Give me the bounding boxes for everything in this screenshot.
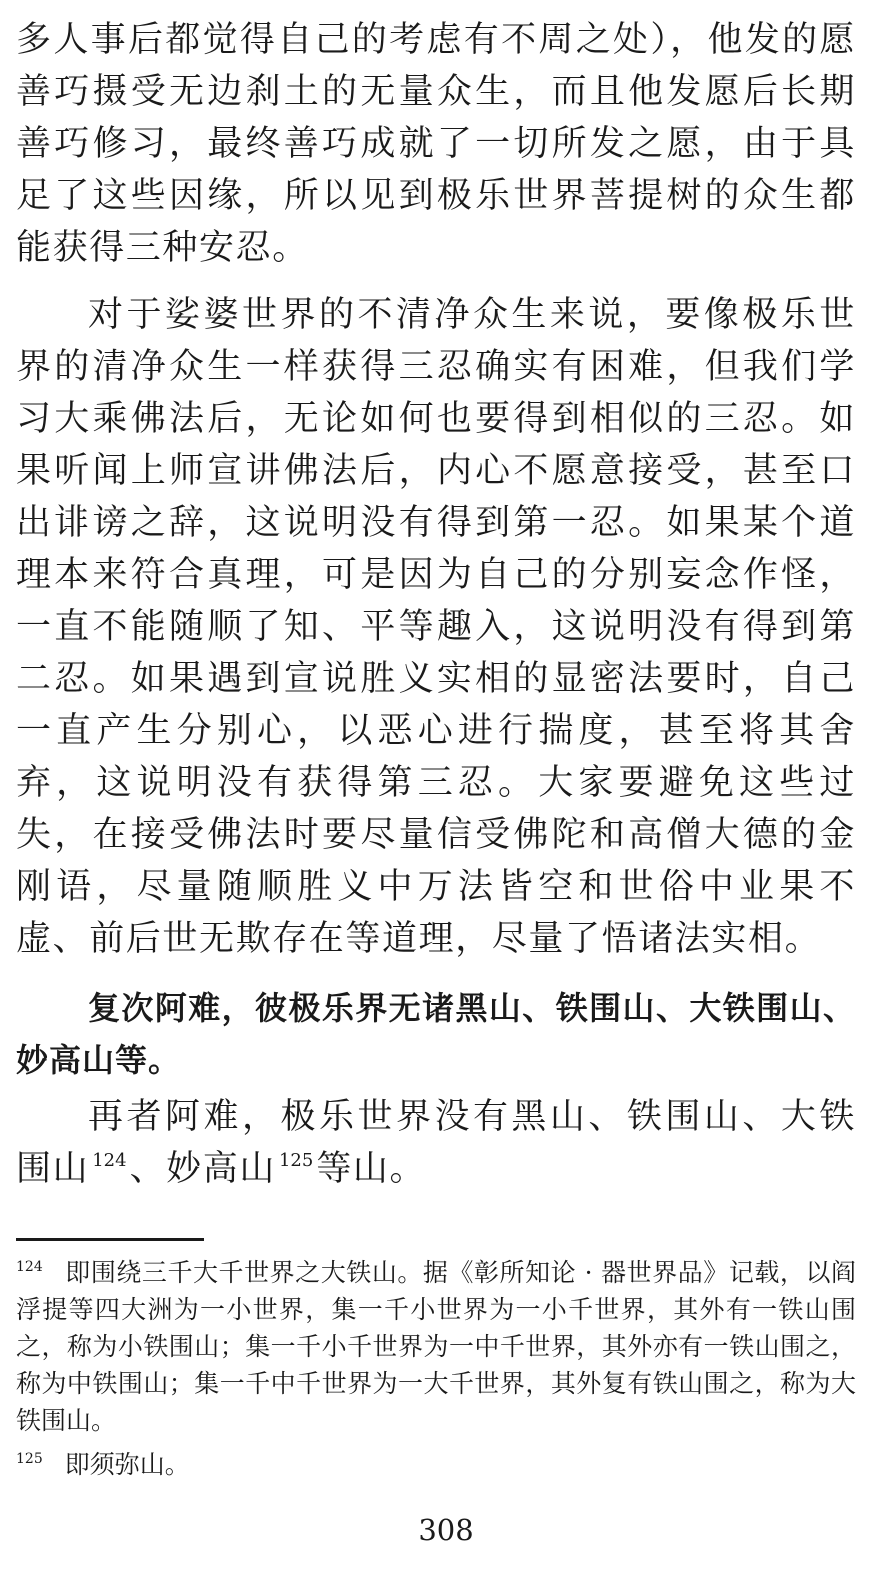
translation-text-1: 再者阿难，极乐世界没有黑山、铁围山、大铁围山 [16, 1097, 856, 1189]
sutra-quote-paragraph: 复次阿难，彼极乐界无诸黑山、铁围山、大铁围山、妙高山等。 [16, 989, 856, 1079]
body-paragraph-1: 多人事后都觉得自己的考虑有不周之处），他发的愿善巧摄受无边刹土的无量众生，而且他发愿后长期善巧修习，最终善巧成就了一切所发之愿，由于具足了这些因缘，所以见到极乐世界菩提树的众生都能获得三种安忍。 [16, 20, 856, 268]
translation-text-3: 等山。 [316, 1149, 427, 1189]
footnote-divider [16, 1238, 204, 1241]
body-paragraph-2: 对于娑婆世界的不清净众生来说，要像极乐世界的清净众生一样获得三忍确实有困难，但我们学习大乘佛法后，无论如何也要得到相似的三忍。如果听闻上师宣讲佛法后，内心不愿意接受，甚至口出诽谤之辞，这说明没有得到第一忍。如果某个道理本来符合真理，可是因为自己的分别妄念作怪，一直不能随顺了知、平等趣入，这说明没有得到第二忍。如果遇到宣说胜义实相的显密法要时，自己一直产生分别心，以恶心进行揣度，甚至将其舍弃，这说明没有获得第三忍。大家要避免这些过失，在接受佛法时要尽量信受佛陀和高僧大德的金刚语，尽量随顺胜义中万法皆空和世俗中业果不虚、前后世无欺存在等道理，尽量了悟诸法实相。 [16, 295, 856, 959]
footnote-125 [16, 1446, 856, 1483]
footnote-ref-125[interactable]: 125 [278, 1150, 314, 1171]
footnote-text: 即须弥山。 [64, 1450, 190, 1479]
footnote-number: 125 [16, 1451, 43, 1467]
footnote-text: 即围绕三千大千世界之大铁山。据《彰所知论 · 器世界品》记载，以阎浮提等四大洲为一小世界，集一千小世界为一小千世界，其外有一铁山围之，称为小铁围山；集一千小千世界为一中千世界，其外亦有一铁山围之，称为中铁围山；集一千中千世界为一大千世界，其外复有铁山围之，称为大铁围山。 [16, 1258, 856, 1435]
footnote-ref-124[interactable]: 124 [92, 1150, 127, 1171]
page-number: 308 [418, 1513, 474, 1547]
translation-paragraph [16, 1091, 856, 1195]
footnote-124 [16, 1254, 856, 1439]
translation-text-2: 、妙高山 [129, 1149, 276, 1189]
footnote-number: 124 [16, 1259, 43, 1275]
